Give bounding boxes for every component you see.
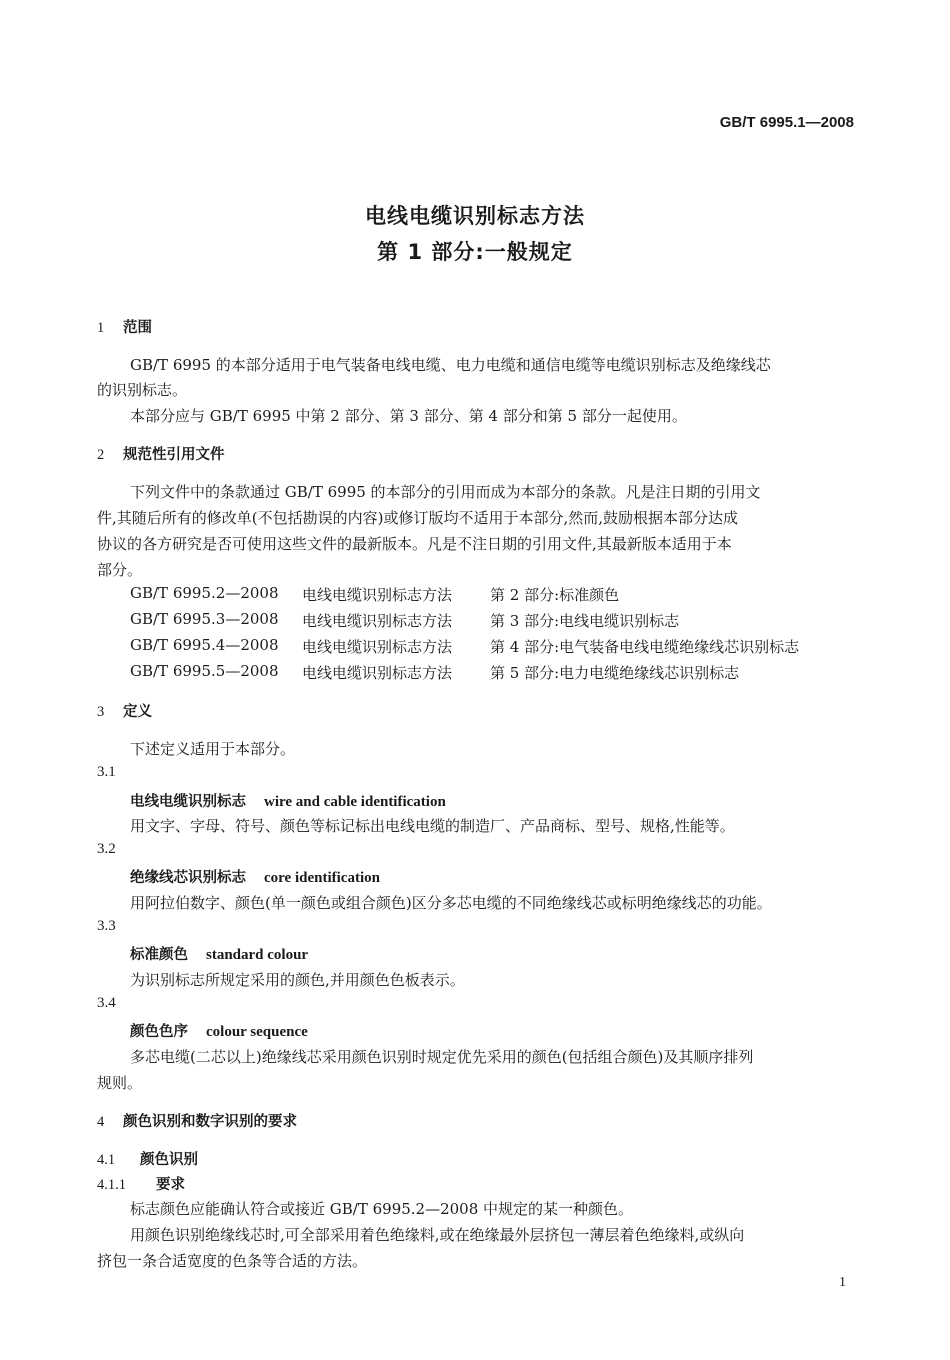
subsection-heading [97, 1148, 198, 1169]
reference-code: GB/T 6995.4—2008 [130, 636, 279, 654]
section-title: 颜色识别和数字识别的要求 [123, 1114, 297, 1130]
definition-number: 3.1 [97, 764, 116, 780]
section-1-heading [97, 316, 152, 337]
section-3-heading [97, 700, 152, 721]
page-number: 1 [839, 1275, 846, 1290]
paragraph-line: 本部分应与 GB/T 6995 中第 2 部分、第 3 部分、第 4 部分和第 5 部分一起使用。 [130, 407, 687, 425]
paragraph-line: 下述定义适用于本部分。 [130, 740, 296, 758]
section-number: 2 [97, 447, 105, 463]
definition-term [130, 1020, 308, 1041]
section-number: 1 [97, 320, 105, 336]
reference-part: 第 2 部分:标准颜色 [490, 586, 620, 604]
term-zh: 电线电缆识别标志 [130, 794, 246, 810]
paragraph-line: 的识别标志。 [97, 381, 188, 399]
reference-code: GB/T 6995.5—2008 [130, 662, 279, 680]
section-number: 4 [97, 1114, 105, 1130]
term-en: colour sequence [206, 1024, 308, 1040]
subsubsection-number: 4.1.1 [97, 1177, 126, 1193]
reference-part: 第 3 部分:电线电缆识别标志 [490, 612, 680, 630]
section-4-heading [97, 1110, 297, 1131]
definition-text: 规则。 [97, 1074, 143, 1092]
document-code: GB/T 6995.1—2008 [719, 114, 854, 131]
paragraph-line: 下列文件中的条款通过 GB/T 6995 的本部分的引用而成为本部分的条款。凡是注日期的引用文 [130, 483, 761, 501]
definition-term [130, 866, 380, 887]
document-title: 电线电缆识别标志方法 [365, 204, 585, 228]
definition-term [130, 943, 308, 964]
reference-name: 电线电缆识别标志方法 [302, 664, 453, 682]
reference-code: GB/T 6995.3—2008 [130, 610, 279, 628]
document-subtitle: 第 1 部分:一般规定 [377, 240, 573, 264]
definition-text: 用阿拉伯数字、颜色(单一颜色或组合颜色)区分多芯电缆的不同绝缘线芯或标明绝缘线芯的功能。 [130, 894, 772, 912]
section-number: 3 [97, 704, 105, 720]
section-title: 规范性引用文件 [123, 447, 225, 463]
paragraph-line: 协议的各方研究是否可使用这些文件的最新版本。凡是不注日期的引用文件,其最新版本适用于本 [97, 535, 732, 553]
reference-item [0, 610, 950, 632]
reference-name: 电线电缆识别标志方法 [302, 638, 453, 656]
reference-part: 第 4 部分:电气装备电线电缆绝缘线芯识别标志 [490, 638, 800, 656]
subsubsection-title: 要求 [156, 1177, 185, 1193]
subsubsection-heading [97, 1173, 185, 1194]
paragraph-line: 件,其随后所有的修改单(不包括勘误的内容)或修订版均不适用于本部分,然而,鼓励根据本部分达成 [97, 509, 739, 527]
paragraph-line: 部分。 [97, 561, 143, 579]
paragraph-line: 标志颜色应能确认符合或接近 GB/T 6995.2—2008 中规定的某一种颜色。 [130, 1200, 634, 1218]
definition-term [130, 790, 446, 811]
reference-item [0, 662, 950, 684]
definition-number: 3.3 [97, 918, 116, 934]
term-en: wire and cable identification [264, 794, 446, 810]
reference-item [0, 636, 950, 658]
term-zh: 标准颜色 [130, 947, 188, 963]
reference-code: GB/T 6995.2—2008 [130, 584, 279, 602]
term-zh: 绝缘线芯识别标志 [130, 870, 246, 886]
paragraph-line: GB/T 6995 的本部分适用于电气装备电线电缆、电力电缆和通信电缆等电缆识别标志及绝缘线芯 [130, 356, 771, 374]
definition-number: 3.4 [97, 995, 116, 1011]
section-title: 范围 [123, 320, 152, 336]
reference-name: 电线电缆识别标志方法 [302, 612, 453, 630]
term-en: core identification [264, 870, 380, 886]
definition-text: 用文字、字母、符号、颜色等标记标出电线电缆的制造厂、产品商标、型号、规格,性能等。 [130, 817, 735, 835]
definition-text: 多芯电缆(二芯以上)绝缘线芯采用颜色识别时规定优先采用的颜色(包括组合颜色)及其顺序排列 [130, 1048, 754, 1066]
term-en: standard colour [206, 947, 309, 963]
subsection-number: 4.1 [97, 1152, 116, 1168]
term-zh: 颜色色序 [130, 1024, 188, 1040]
reference-item [0, 584, 950, 606]
section-title: 定义 [123, 704, 152, 720]
definition-number: 3.2 [97, 841, 116, 857]
reference-part: 第 5 部分:电力电缆绝缘线芯识别标志 [490, 664, 740, 682]
subsection-title: 颜色识别 [140, 1152, 198, 1168]
paragraph-line: 挤包一条合适宽度的色条等合适的方法。 [97, 1252, 368, 1270]
reference-name: 电线电缆识别标志方法 [302, 586, 453, 604]
paragraph-line: 用颜色识别绝缘线芯时,可全部采用着色绝缘料,或在绝缘最外层挤包一薄层着色绝缘料,或纵向 [130, 1226, 745, 1244]
definition-text: 为识别标志所规定采用的颜色,并用颜色色板表示。 [130, 971, 465, 989]
section-2-heading [97, 443, 225, 464]
